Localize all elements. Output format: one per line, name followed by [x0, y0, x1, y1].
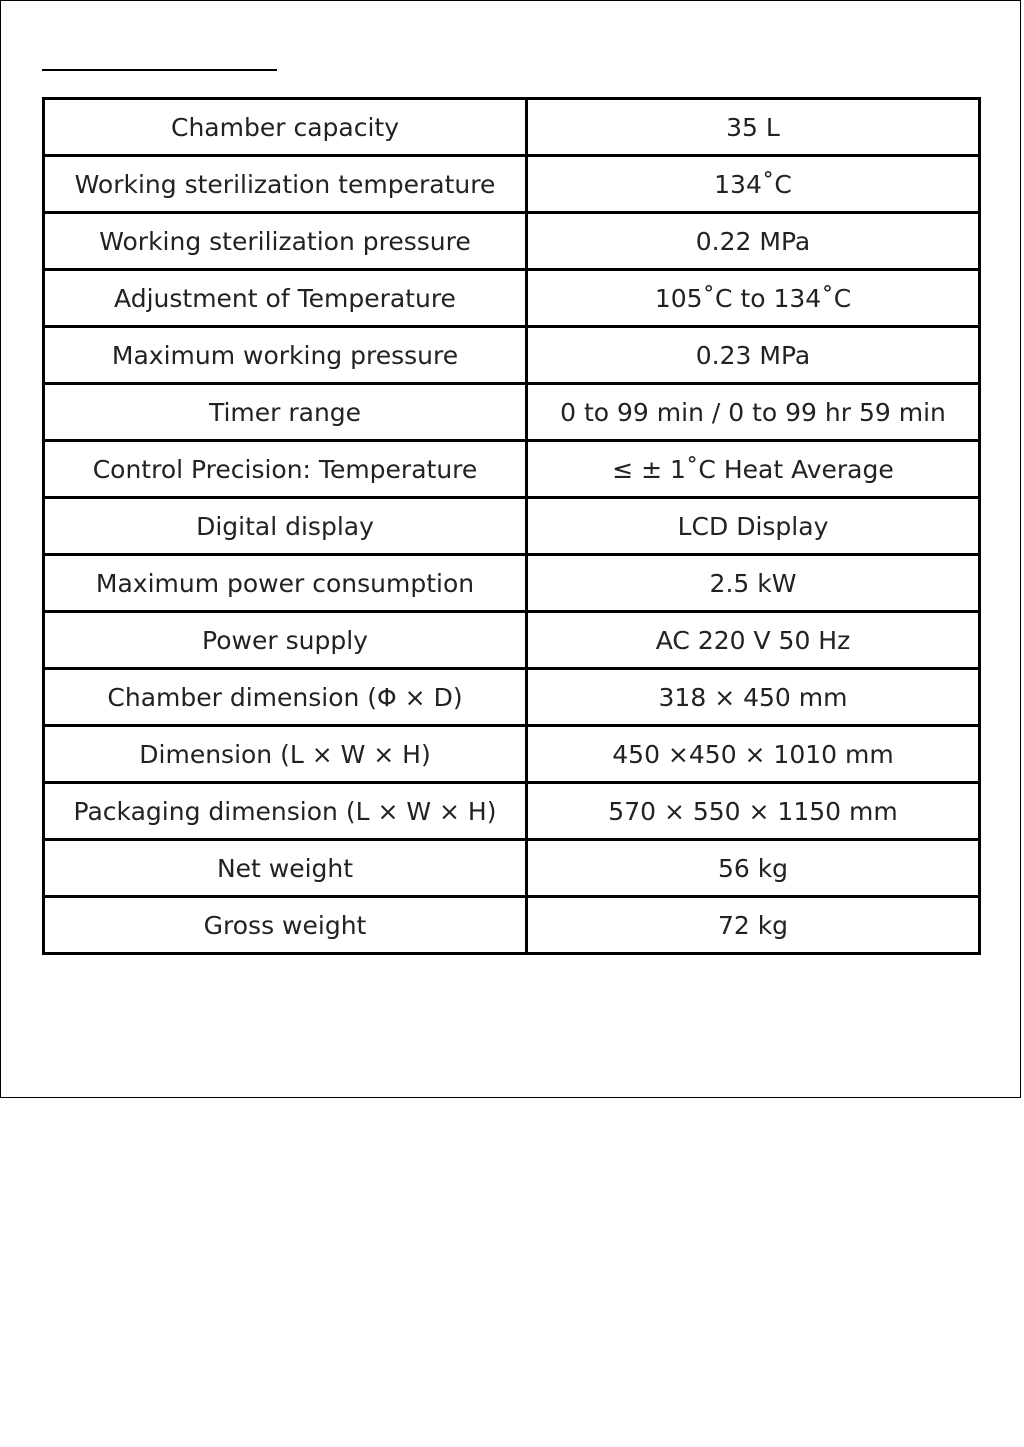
- table-row: [44, 441, 980, 498]
- table-row: [44, 213, 980, 270]
- table-row: [44, 555, 980, 612]
- parameter-cell: Chamber capacity: [44, 99, 527, 156]
- value-cell: 318 × 450 mm: [527, 669, 980, 726]
- parameter-cell: Net weight: [44, 840, 527, 897]
- value-cell: 105˚C to 134˚C: [527, 270, 980, 327]
- parameter-cell: Power supply: [44, 612, 527, 669]
- parameter-cell: Working sterilization pressure: [44, 213, 527, 270]
- table-row: [44, 840, 980, 897]
- value-cell: 0 to 99 min / 0 to 99 hr 59 min: [527, 384, 980, 441]
- table-row: [44, 669, 980, 726]
- table-row: [44, 156, 980, 213]
- value-cell: 134˚C: [527, 156, 980, 213]
- specification-table: [42, 97, 981, 955]
- value-cell: ≤ ± 1˚C Heat Average: [527, 441, 980, 498]
- table-row: [44, 897, 980, 954]
- header-rule: [42, 69, 277, 71]
- table-row: [44, 612, 980, 669]
- parameter-cell: Timer range: [44, 384, 527, 441]
- parameter-cell: Maximum power consumption: [44, 555, 527, 612]
- parameter-cell: Packaging dimension (L × W × H): [44, 783, 527, 840]
- value-cell: AC 220 V 50 Hz: [527, 612, 980, 669]
- parameter-cell: Control Precision: Temperature: [44, 441, 527, 498]
- value-cell: 570 × 550 × 1150 mm: [527, 783, 980, 840]
- value-cell: 0.22 MPa: [527, 213, 980, 270]
- value-cell: 450 ×450 × 1010 mm: [527, 726, 980, 783]
- table-row: [44, 270, 980, 327]
- table-row: [44, 384, 980, 441]
- parameter-cell: Working sterilization temperature: [44, 156, 527, 213]
- value-cell: 72 kg: [527, 897, 980, 954]
- parameter-cell: Adjustment of Temperature: [44, 270, 527, 327]
- parameter-cell: Chamber dimension (Φ × D): [44, 669, 527, 726]
- value-cell: 35 L: [527, 99, 980, 156]
- parameter-cell: Maximum working pressure: [44, 327, 527, 384]
- table-row: [44, 498, 980, 555]
- parameter-cell: Gross weight: [44, 897, 527, 954]
- parameter-cell: Digital display: [44, 498, 527, 555]
- table-row: [44, 327, 980, 384]
- table-row: [44, 99, 980, 156]
- table-row: [44, 783, 980, 840]
- value-cell: 0.23 MPa: [527, 327, 980, 384]
- value-cell: LCD Display: [527, 498, 980, 555]
- value-cell: 56 kg: [527, 840, 980, 897]
- table-row: [44, 726, 980, 783]
- parameter-cell: Dimension (L × W × H): [44, 726, 527, 783]
- value-cell: 2.5 kW: [527, 555, 980, 612]
